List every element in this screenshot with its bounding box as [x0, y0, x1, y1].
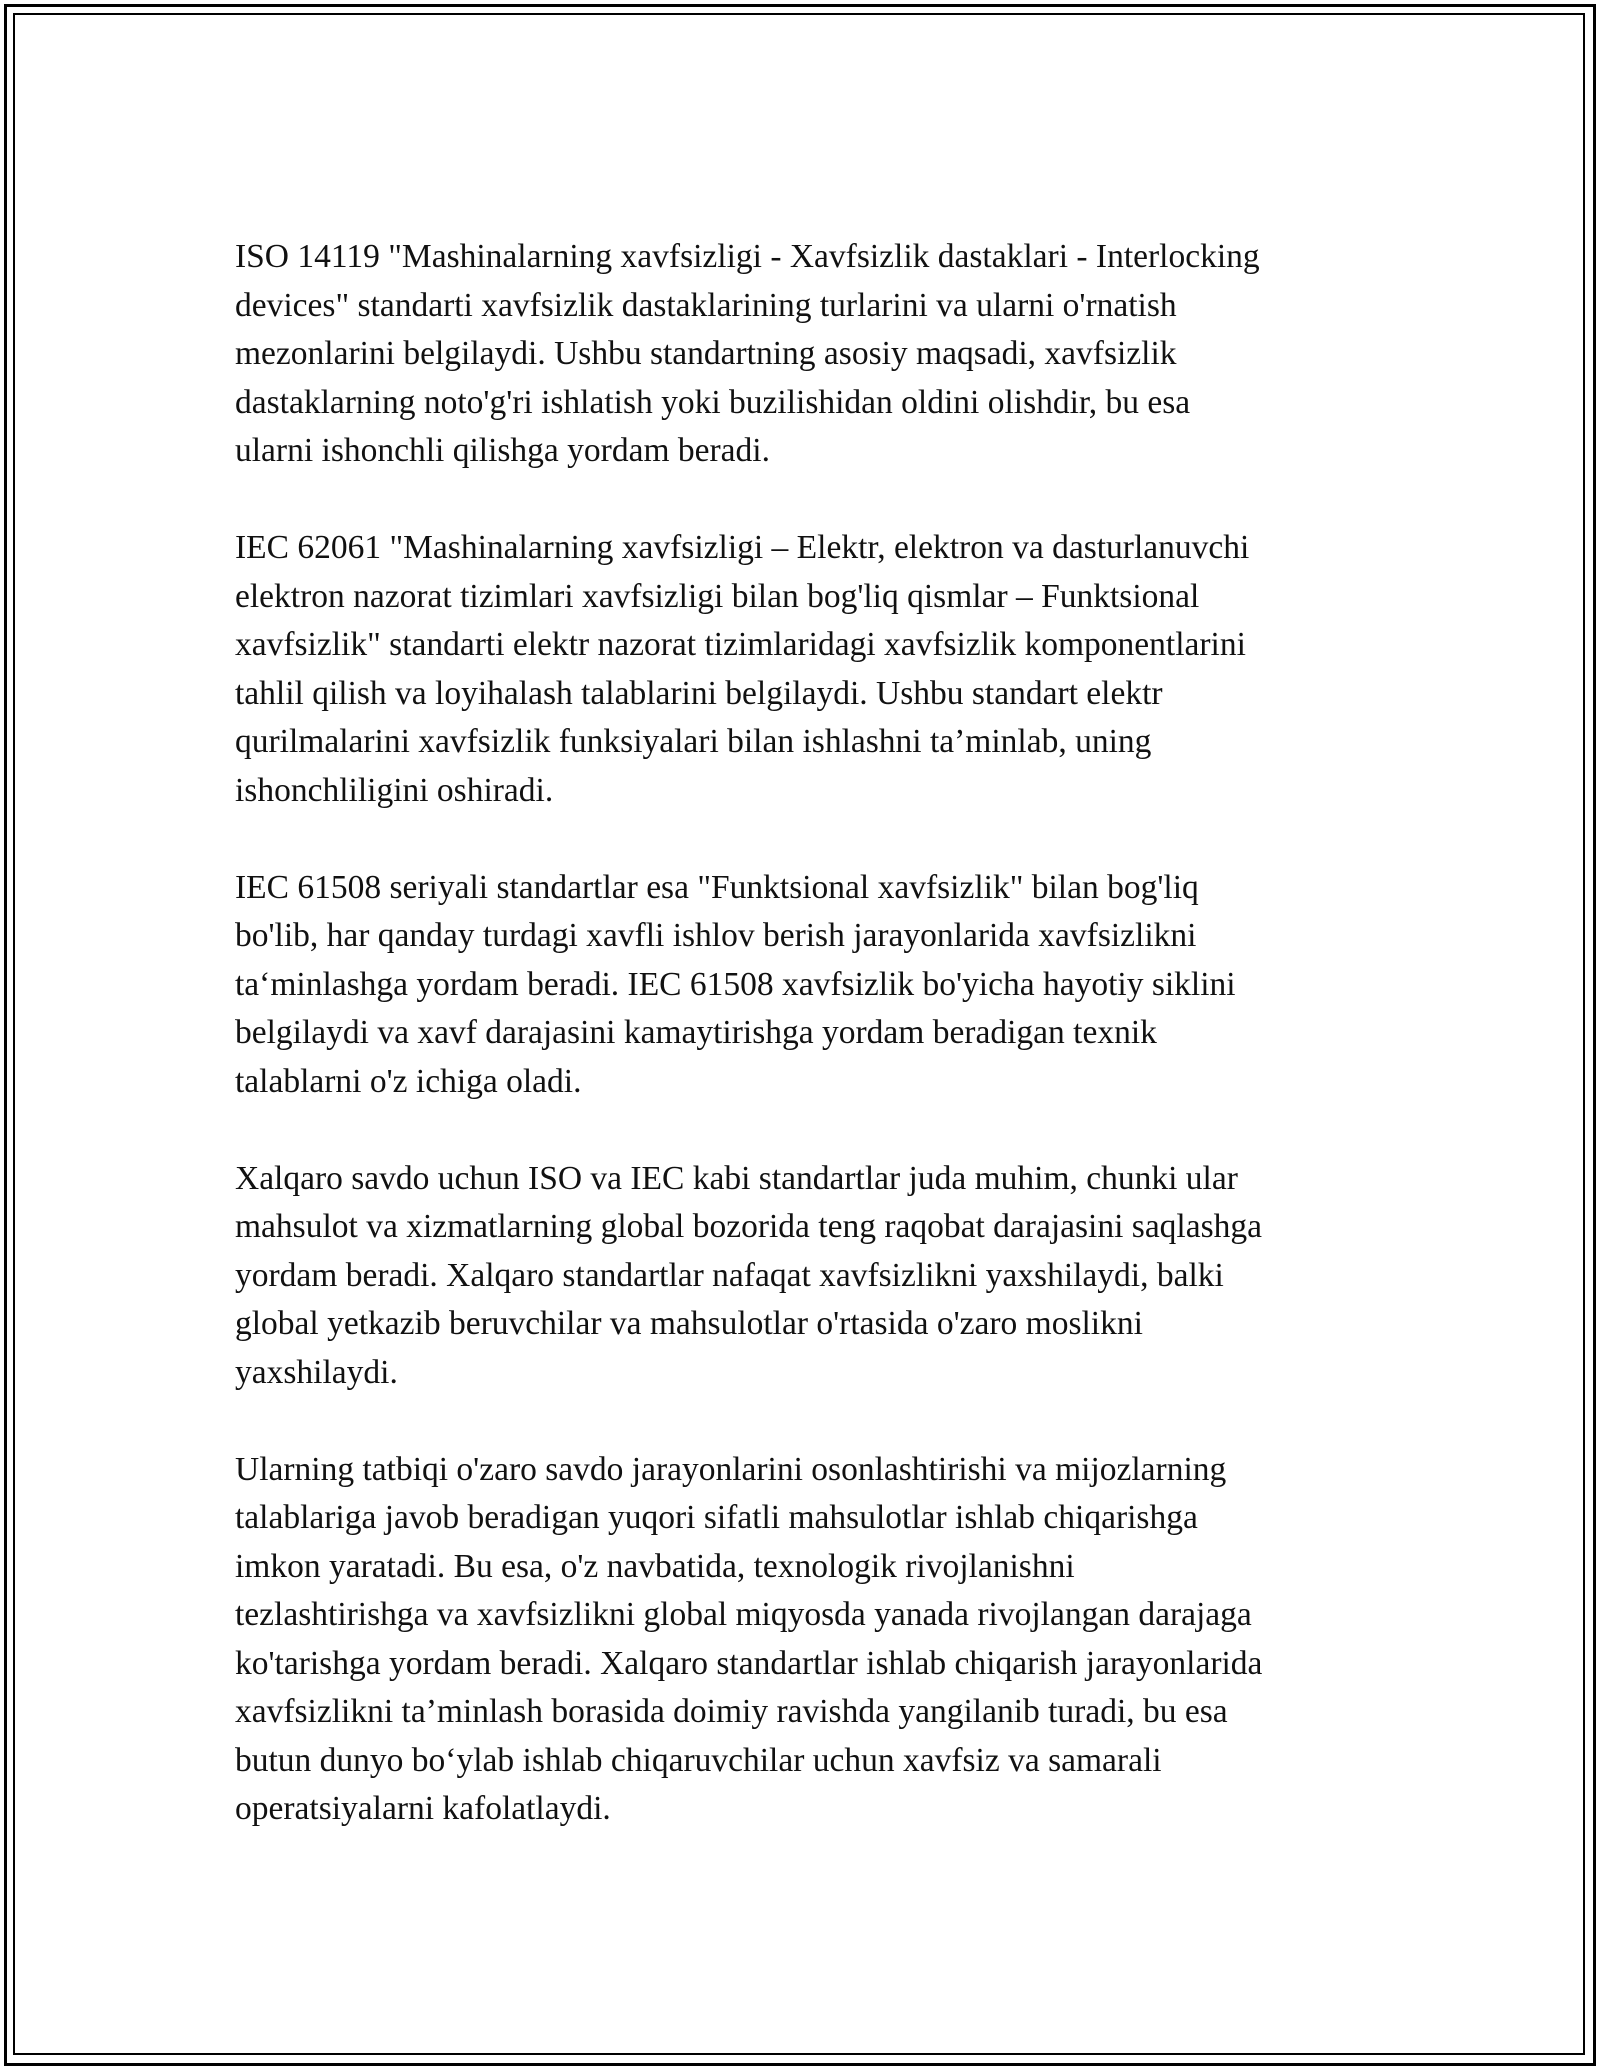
- paragraph-international-trade: Xalqaro savdo uchun ISO va IEC kabi standartlar juda muhim, chunki ular mahsulot va xizmatlarning global bozorida teng raqobat darajasini saqlashga yordam beradi. Xalqaro standartlar nafaqat xavfsizlikni yaxshilaydi, balki global yetkazib beruvchilar va mahsulotlar o'rtasida o'zaro moslikni yaxshilaydi.: [235, 1159, 1263, 1391]
- paragraph-iso-14119: ISO 14119 "Mashinalarning xavfsizligi - Xavfsizlik dastaklari - Interlocking devices" standarti xavfsizlik dastaklarining turlarini va ularni o'rnatish mezonlarini belgilaydi. Ushbu standartning asosiy maqsadi, xavfsizlik dastaklarning noto'g'ri ishlatish yoki buzilishidan oldini olishdir, bu esa ularni ishonchli qilishga yordam beradi.: [235, 238, 1260, 469]
- document-body: [235, 233, 1365, 1882]
- paragraph-implementation: Ularning tatbiqi o'zaro savdo jarayonlarini osonlashtirishi va mijozlarning talablariga javob beradigan yuqori sifatli mahsulotlar ishlab chiqarishga imkon yaratadi. Bu esa, o'z navbatida, texnologik rivojlanishni tezlashtirishga va xavfsizlikni global miqyosda yanada rivojlangan darajaga ko'tarishga yordam beradi. Xalqaro standartlar ishlab chiqarish jarayonlarida xavfsizlikni ta’minlash borasida doimiy ravishda yangilanib turadi, bu esa butun dunyo bo‘ylab ishlab chiqaruvchilar uchun xavfsiz va samarali operatsiyalarni kafolatlaydi.: [235, 1450, 1263, 1827]
- paragraph-iec-62061: IEC 62061 "Mashinalarning xavfsizligi – Elektr, elektron va dasturlanuvchi elektron nazorat tizimlari xavfsizligi bilan bog'liq qismlar – Funktsional xavfsizlik" standarti elektr nazorat tizimlaridagi xavfsizlik komponentlarini tahlil qilish va loyihalash talablarini belgilaydi. Ushbu standart elektr qurilmalarini xavfsizlik funksiyalari bilan ishlashni ta’minlab, uning ishonchliligini oshiradi.: [235, 529, 1250, 809]
- paragraph-iec-61508: IEC 61508 seriyali standartlar esa "Funktsional xavfsizlik" bilan bog'liq bo'lib, har qanday turdagi xavfli ishlov berish jarayonlarida xavfsizlikni ta‘minlashga yordam beradi. IEC 61508 xavfsizlik bo'yicha hayotiy siklini belgilaydi va xavf darajasini kamaytirishga yordam beradigan texnik talablarni o'z ichiga oladi.: [235, 868, 1236, 1100]
